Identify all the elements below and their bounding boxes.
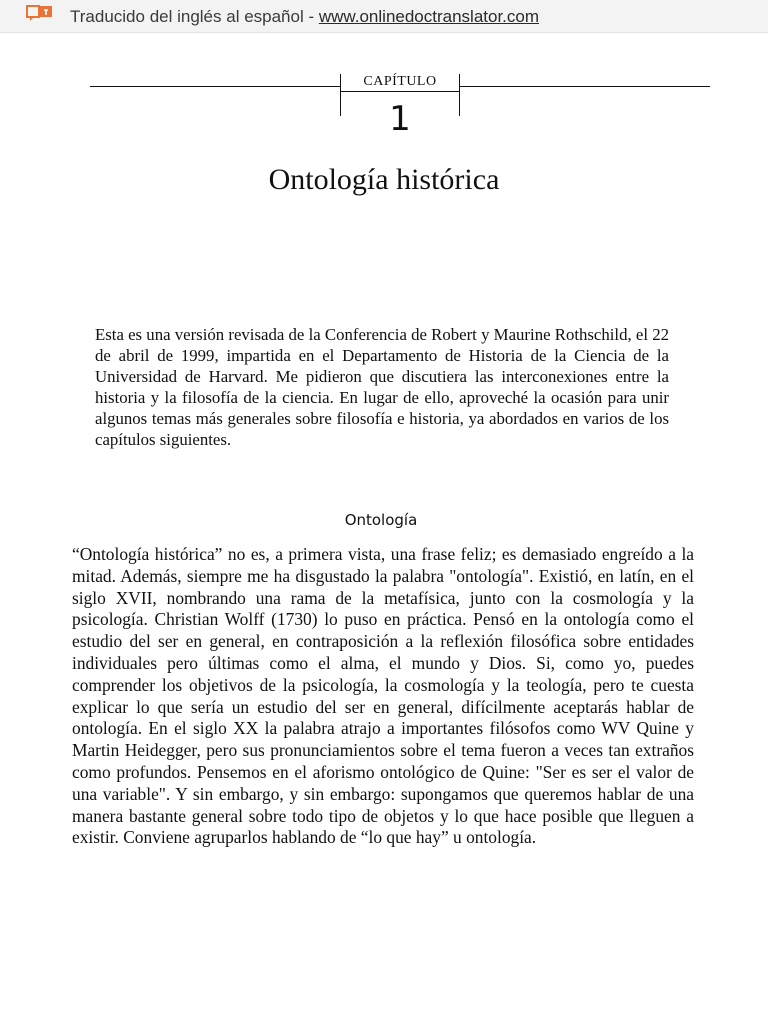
translator-link[interactable]: www.onlinedoctranslator.com [318, 7, 540, 26]
banner-label: Traducido del inglés al español - [70, 7, 319, 26]
chapter-rule-left [90, 86, 340, 87]
intro-paragraph: Esta es una versión revisada de la Conferencia de Robert y Maurine Rothschild, el 22 de abril de 1999, impartida en el Departamento de Historia de la Ciencia de la Universidad de Harvard. Me pidieron que discutiera las interconexiones entre la historia y la filosofía de la ciencia. En lugar de ello, aproveché la ocasión para unir algunos temas más generales sobre filosofía e historia, ya abordados en varios de los capítulos siguientes. [95, 325, 669, 449]
banner-text [70, 7, 539, 27]
chapter-label: CAPÍTULO [363, 74, 437, 89]
chapter-box-underline [340, 91, 460, 92]
chapter-title: Ontología histórica [268, 163, 500, 196]
translation-banner [0, 0, 768, 33]
chapter-number: 1 [389, 99, 411, 139]
section-heading: Ontología [344, 511, 418, 529]
chapter-rule-right [460, 86, 710, 87]
translator-logo-icon [26, 4, 54, 22]
body-paragraph: “Ontología histórica” no es, a primera vista, una frase feliz; es demasiado engreído a la mitad. Además, siempre me ha disgustado la palabra "ontología". Existió, en latín, en el siglo XVII, nombrando una rama de la metafísica, junto con la cosmología y la psicología. Christian Wolff (1730) lo puso en práctica. Pensó en la ontología como el estudio del ser en general, en contraposición a la reflexión filosófica sobre entidades individuales pero últimas como el alma, el mundo y Dios. Si, como yo, puedes comprender los objetivos de la psicología, la cosmología y la teología, pero te cuesta explicar lo que sería un estudio del ser en general, difícilmente aceptarás hablar de ontología. En el siglo XX la palabra atrajo a importantes filósofos como WV Quine y Martin Heidegger, pero sus pronunciamientos sobre el tema fueron a veces tan extraños como profundos. Pensemos en el aforismo ontológico de Quine: "Ser es ser el valor de una variable". Y sin embargo, y sin embargo: supongamos que queremos hablar de una manera bastante general sobre todo tipo de objetos y lo que hace posible que lleguen a existir. Conviene agruparlos hablando de “lo que hay” u ontología. [72, 544, 694, 848]
